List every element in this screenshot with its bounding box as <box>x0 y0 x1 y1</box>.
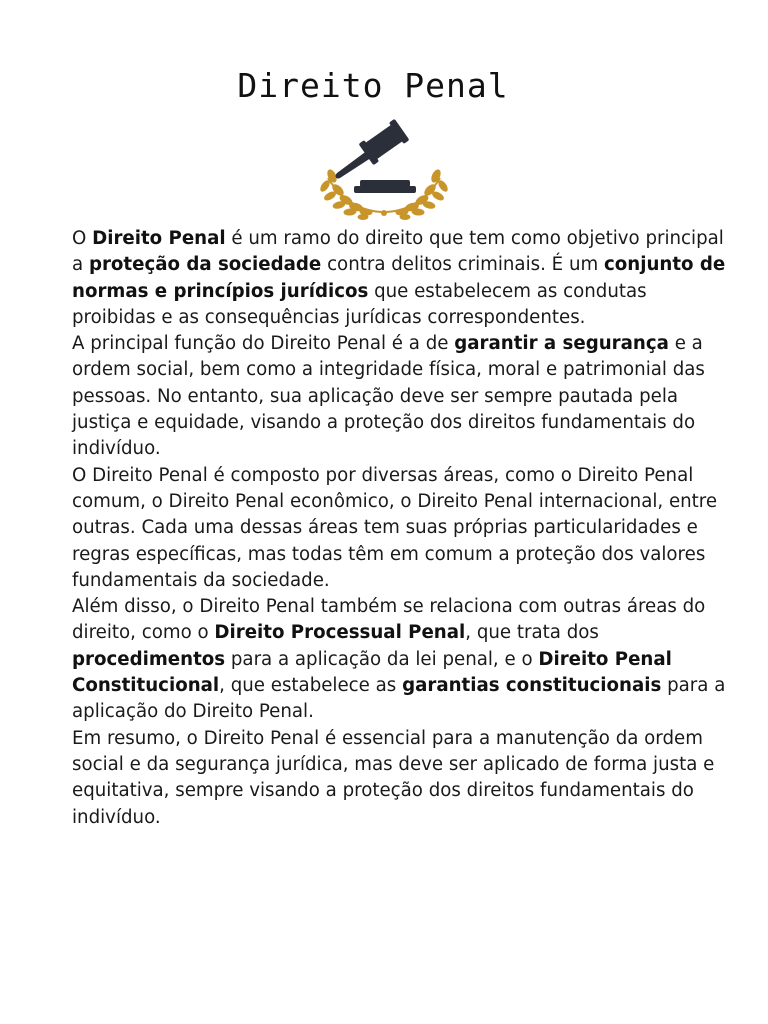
bold-text: garantir a segurança <box>454 333 669 355</box>
bold-text: conjunto de normas e princípios jurídicos <box>72 254 726 302</box>
gavel-logo <box>314 116 454 220</box>
text-run: para a aplicação da lei penal, e o <box>225 648 539 670</box>
paragraph <box>72 226 732 331</box>
document-body <box>72 226 732 831</box>
gavel-laurel-icon <box>314 116 454 220</box>
paragraph <box>72 594 732 725</box>
paragraph <box>72 726 732 831</box>
text-run: é um ramo do direito que tem como objetivo principal a <box>72 228 724 276</box>
paragraph <box>72 331 732 462</box>
bold-text: Direito Processual Penal <box>214 622 466 644</box>
text-run: , que trata dos <box>465 622 599 644</box>
text-run: contra delitos criminais. É um <box>321 254 604 276</box>
bold-text: garantias constitucionais <box>402 675 662 697</box>
bold-text: procedimentos <box>72 648 226 670</box>
bold-text: Direito Penal Constitucional <box>72 648 672 697</box>
text-run: Em resumo, o Direito Penal é essencial para a manutenção da ordem social e da segurança jurídica, mas deve ser aplicado de forma justa e equitativa, sempre visando a proteção dos direitos fundamentais do indivíduo. <box>72 727 715 828</box>
text-run: que estabelecem as condutas proibidas e as consequências jurídicas correspondentes. <box>72 280 647 328</box>
bold-text: proteção da sociedade <box>88 254 322 276</box>
text-run: A principal função do Direito Penal é a de <box>72 333 455 355</box>
text-run: Além disso, o Direito Penal também se relaciona com outras áreas do direito, como o <box>72 596 706 644</box>
text-run: para a aplicação do Direito Penal. <box>72 675 726 723</box>
paragraph <box>72 463 732 594</box>
page-title: Direito Penal <box>237 66 509 105</box>
bold-text: Direito Penal <box>92 228 226 249</box>
text-run: , que estabelece as <box>219 675 403 697</box>
text-run: O <box>72 228 93 249</box>
text-run: O Direito Penal é composto por diversas áreas, como o Direito Penal comum, o Direito Penal econômico, o Direito Penal internacional, entre outras. Cada uma dessas áreas tem suas próprias particularidades e regras específicas, mas todas têm em comum a proteção dos valores fundamentais da sociedade. <box>72 464 718 591</box>
text-run: e a ordem social, bem como a integridade física, moral e patrimonial das pessoas. No entanto, sua aplicação deve ser sempre pautada pela justiça e equidade, visando a proteção dos direitos fundamentais do indivíduo. <box>72 333 705 460</box>
